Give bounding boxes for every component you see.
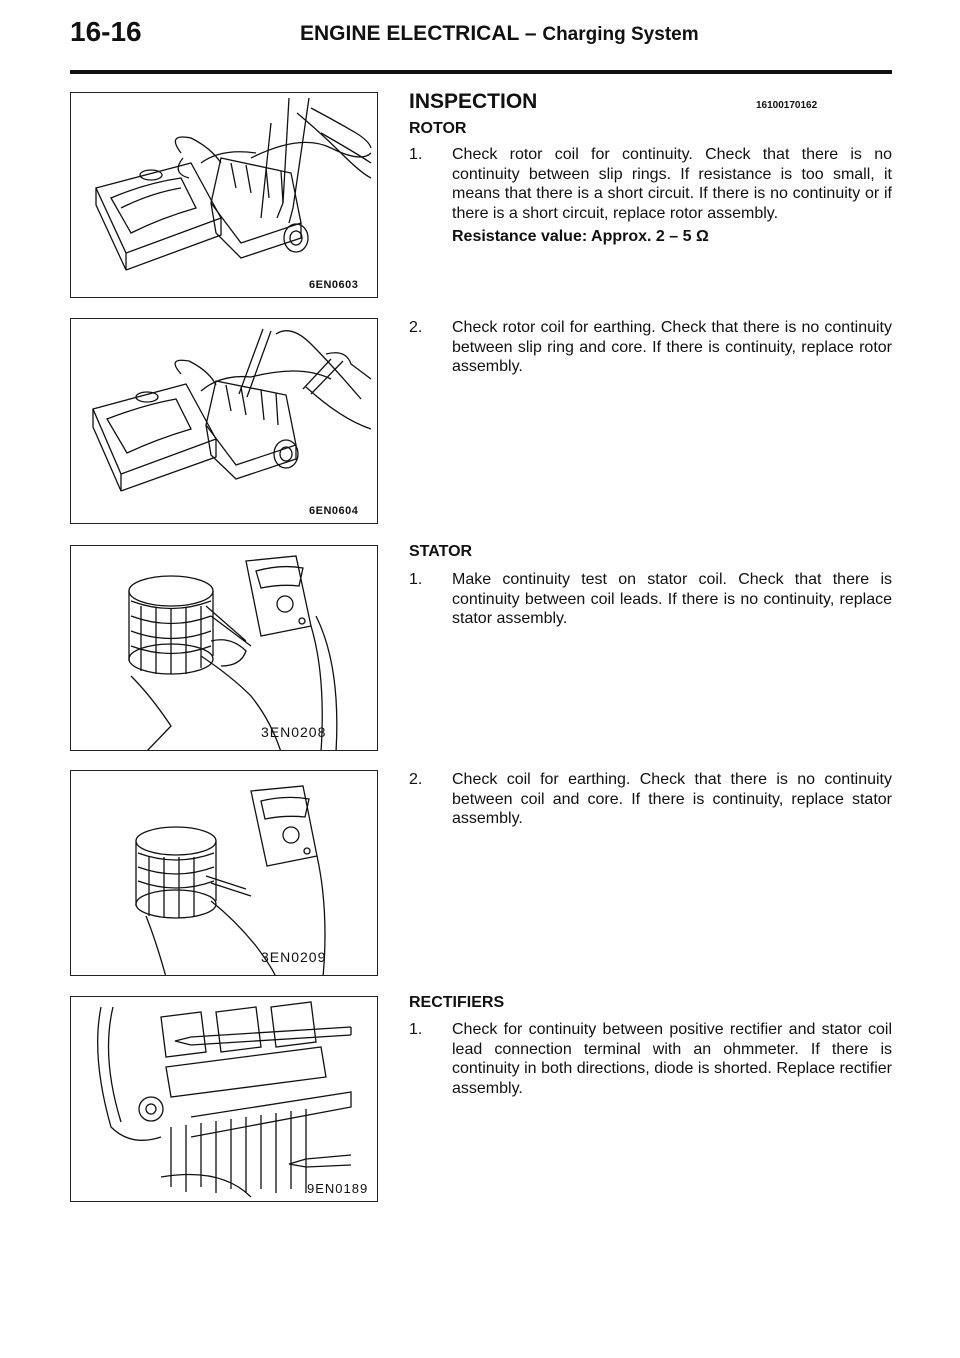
step-text: Make continuity test on stator coil. Check that there is continuity between coil leads. If there is no continuity, replace stator assembly. bbox=[452, 571, 892, 628]
rotor-step-2 bbox=[409, 318, 892, 377]
stator-earthing-illustration bbox=[71, 771, 378, 976]
figure-code: 6EN0603 bbox=[309, 279, 359, 291]
stator-step-2 bbox=[409, 770, 892, 829]
figure-code: 9EN0189 bbox=[307, 1181, 369, 1196]
rectifiers-step-1 bbox=[409, 1020, 892, 1098]
figure-code: 3EN0208 bbox=[261, 724, 327, 740]
step-text: Check rotor coil for earthing. Check that there is no continuity between slip ring and core. If there is continuity, replace rotor assembly. bbox=[452, 319, 892, 376]
step-text: Check rotor coil for continuity. Check that there is no continuity between slip rings. If resistance is too small, it means that there is a short circuit. If there is no continuity or if there is a short circuit, replace rotor assembly. bbox=[452, 146, 892, 222]
reference-code: 16100170162 bbox=[756, 100, 818, 111]
step-number: 2. bbox=[409, 771, 423, 788]
rotor-earthing-illustration bbox=[71, 319, 378, 524]
rotor-heading: ROTOR bbox=[409, 120, 467, 137]
step-text: Check for continuity between positive rectifier and stator coil lead connection terminal with an ohmmeter. If there is continuity in both directions, diode is shorted. Replace rectifier assembly. bbox=[452, 1021, 892, 1097]
rectifiers-heading: RECTIFIERS bbox=[409, 994, 505, 1011]
section-name: ENGINE ELECTRICAL bbox=[300, 22, 519, 45]
figure-rotor-continuity bbox=[70, 92, 378, 298]
title-dash: – bbox=[524, 22, 537, 45]
rotor-step-1 bbox=[409, 145, 892, 223]
stator-heading: STATOR bbox=[409, 543, 473, 560]
figure-rotor-earthing bbox=[70, 318, 378, 524]
stator-step-1 bbox=[409, 570, 892, 629]
step-text: Check coil for earthing. Check that there is no continuity between coil and core. If there is continuity, replace stator assembly. bbox=[452, 771, 892, 828]
figure-rectifiers bbox=[70, 996, 378, 1202]
rectifiers-illustration bbox=[71, 997, 378, 1202]
figure-code: 3EN0209 bbox=[261, 949, 327, 965]
inspection-heading: INSPECTION bbox=[409, 90, 538, 113]
subsection-name: Charging System bbox=[542, 24, 699, 45]
header-rule bbox=[70, 70, 892, 74]
stator-continuity-illustration bbox=[71, 546, 378, 751]
figure-stator-earthing bbox=[70, 770, 378, 976]
page-number: 16-16 bbox=[70, 16, 142, 47]
step-number: 2. bbox=[409, 319, 423, 336]
resistance-spec: Resistance value: Approx. 2 – 5 Ω bbox=[452, 228, 709, 245]
page-title bbox=[300, 22, 699, 46]
step-number: 1. bbox=[409, 571, 423, 588]
step-number: 1. bbox=[409, 146, 423, 163]
rotor-continuity-illustration bbox=[71, 93, 378, 298]
figure-stator-continuity bbox=[70, 545, 378, 751]
step-number: 1. bbox=[409, 1021, 423, 1038]
figure-code: 6EN0604 bbox=[309, 505, 359, 517]
